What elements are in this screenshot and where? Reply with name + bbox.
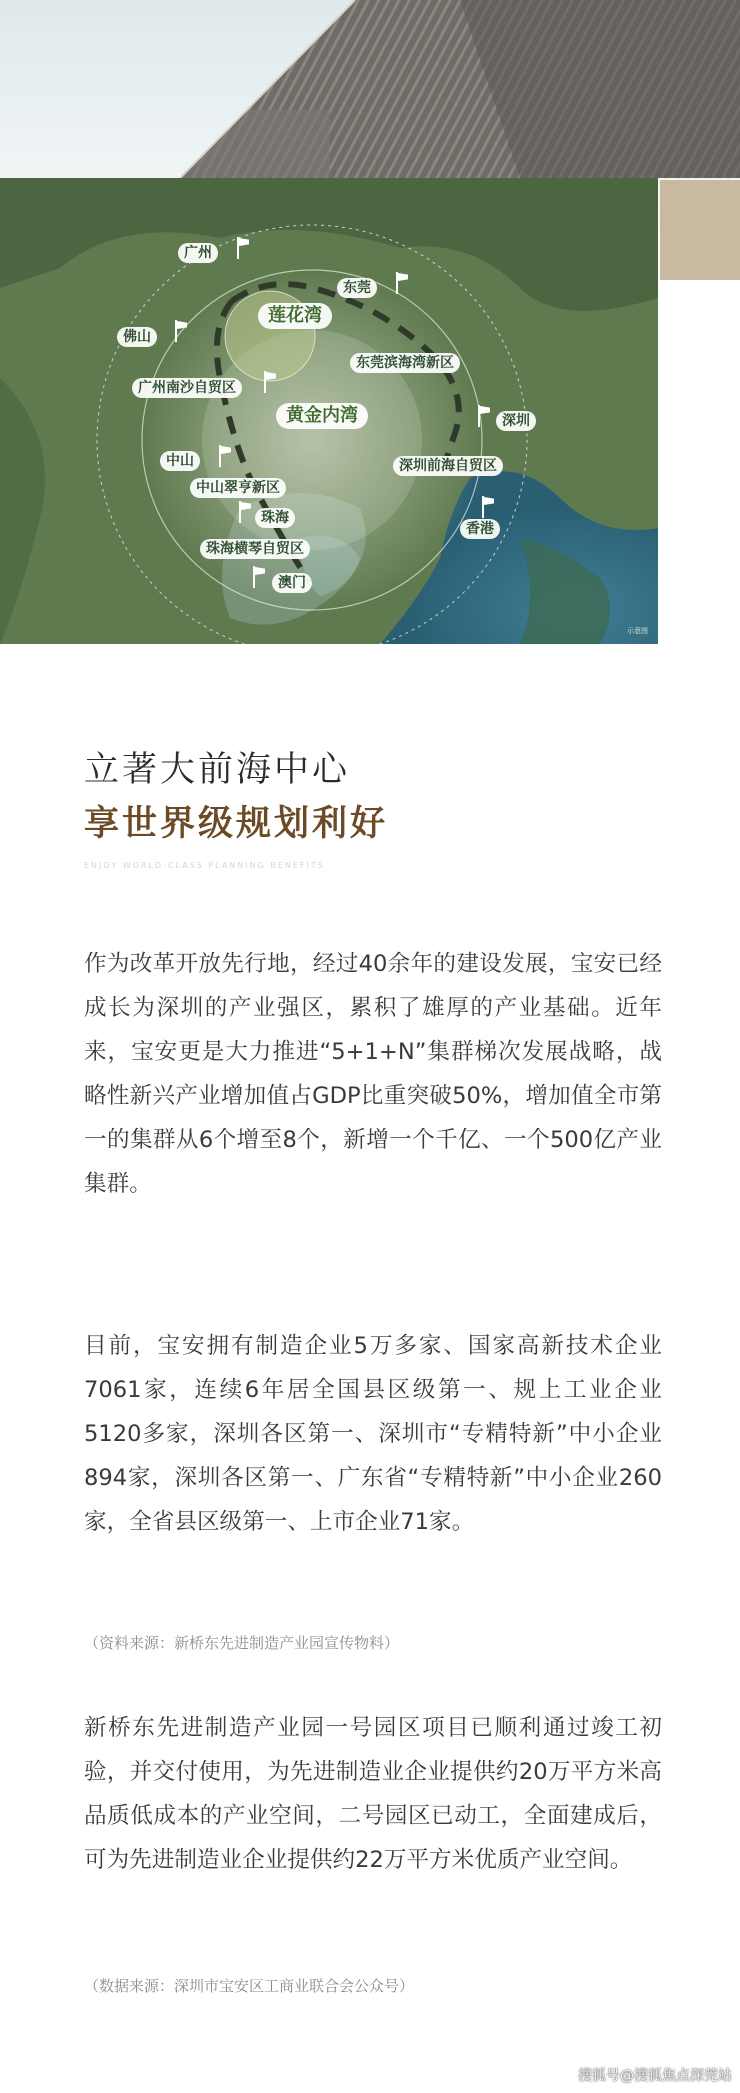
label-foshan: 佛山 [117,327,157,347]
headline-line1: 立著大前海中心 [84,750,351,790]
headline-english: ENJOY WORLD-CLASS PLANNING BENEFITS [84,861,325,870]
flag-icon [394,272,410,294]
label-lianhuawan: 莲花湾 [258,303,332,329]
paragraph-enterprises: 目前，宝安拥有制造企业5万多家、国家高新技术企业7061家，连续6年居全国县区级第一、规上工业企业5120多家，深圳各区第一、深圳市“专精特新”中小企业894家，深圳各区第一、广东省“专精特新”中小企业260家，全省县区级第一、上市企业71家。 [84,1333,662,1535]
source-note-2: （数据来源：深圳市宝安区工商业联合会公众号） [84,1977,415,1995]
flag-icon [476,405,492,427]
label-hengqin: 珠海横琴自贸区 [200,539,310,559]
label-nansha: 广州南沙自贸区 [132,378,242,398]
label-hongkong: 香港 [460,519,500,539]
flag-icon [235,237,251,259]
building-panel [660,180,740,280]
flag-icon [173,320,189,342]
flag-icon [251,566,267,588]
flag-icon [480,496,496,518]
label-golden-bay: 黄金内湾 [276,403,368,429]
label-qianhai: 深圳前海自贸区 [393,456,503,476]
flag-icon [237,501,253,523]
paragraph-industrial-park: 新桥东先进制造产业园一号园区项目已顺利通过竣工初验，并交付使用，为先进制造业企业提供约20万平方米高品质低成本的产业空间，二号园区已动工，全面建成后，可为先进制造业企业提供约22万平方米优质产业空间。 [84,1715,662,1873]
watermark: 搜狐号@搜狐焦点深莞站 [578,2068,732,2084]
paragraph-industry-base: 作为改革开放先行地，经过40余年的建设发展，宝安已经成长为深圳的产业强区，累积了雄厚的产业基础。近年来，宝安更是大力推进“5+1+N”集群梯次发展战略，战略性新兴产业增加值占GDP比重突破50%，增加值全市第一的集群从6个增至8个，新增一个千亿、一个500亿产业集群。 [84,951,662,1197]
flag-icon [262,371,278,393]
source-note-1: （资料来源：新桥东先进制造产业园宣传物料） [84,1634,400,1652]
map-note: 示意图 [627,627,648,635]
label-shenzhen: 深圳 [496,411,536,431]
label-macau: 澳门 [272,573,312,593]
label-cuiheng: 中山翠亨新区 [190,478,286,498]
hero-image [0,0,740,660]
label-dongguan-binhai: 东莞滨海湾新区 [350,353,460,373]
flag-icon [217,445,233,467]
headline-line2: 享世界级规划利好 [84,803,389,844]
bay-area-map [0,178,658,644]
label-guangzhou: 广州 [178,243,218,263]
label-dongguan: 东莞 [337,278,377,298]
label-zhuhai: 珠海 [255,508,295,528]
label-zhongshan: 中山 [160,451,200,471]
